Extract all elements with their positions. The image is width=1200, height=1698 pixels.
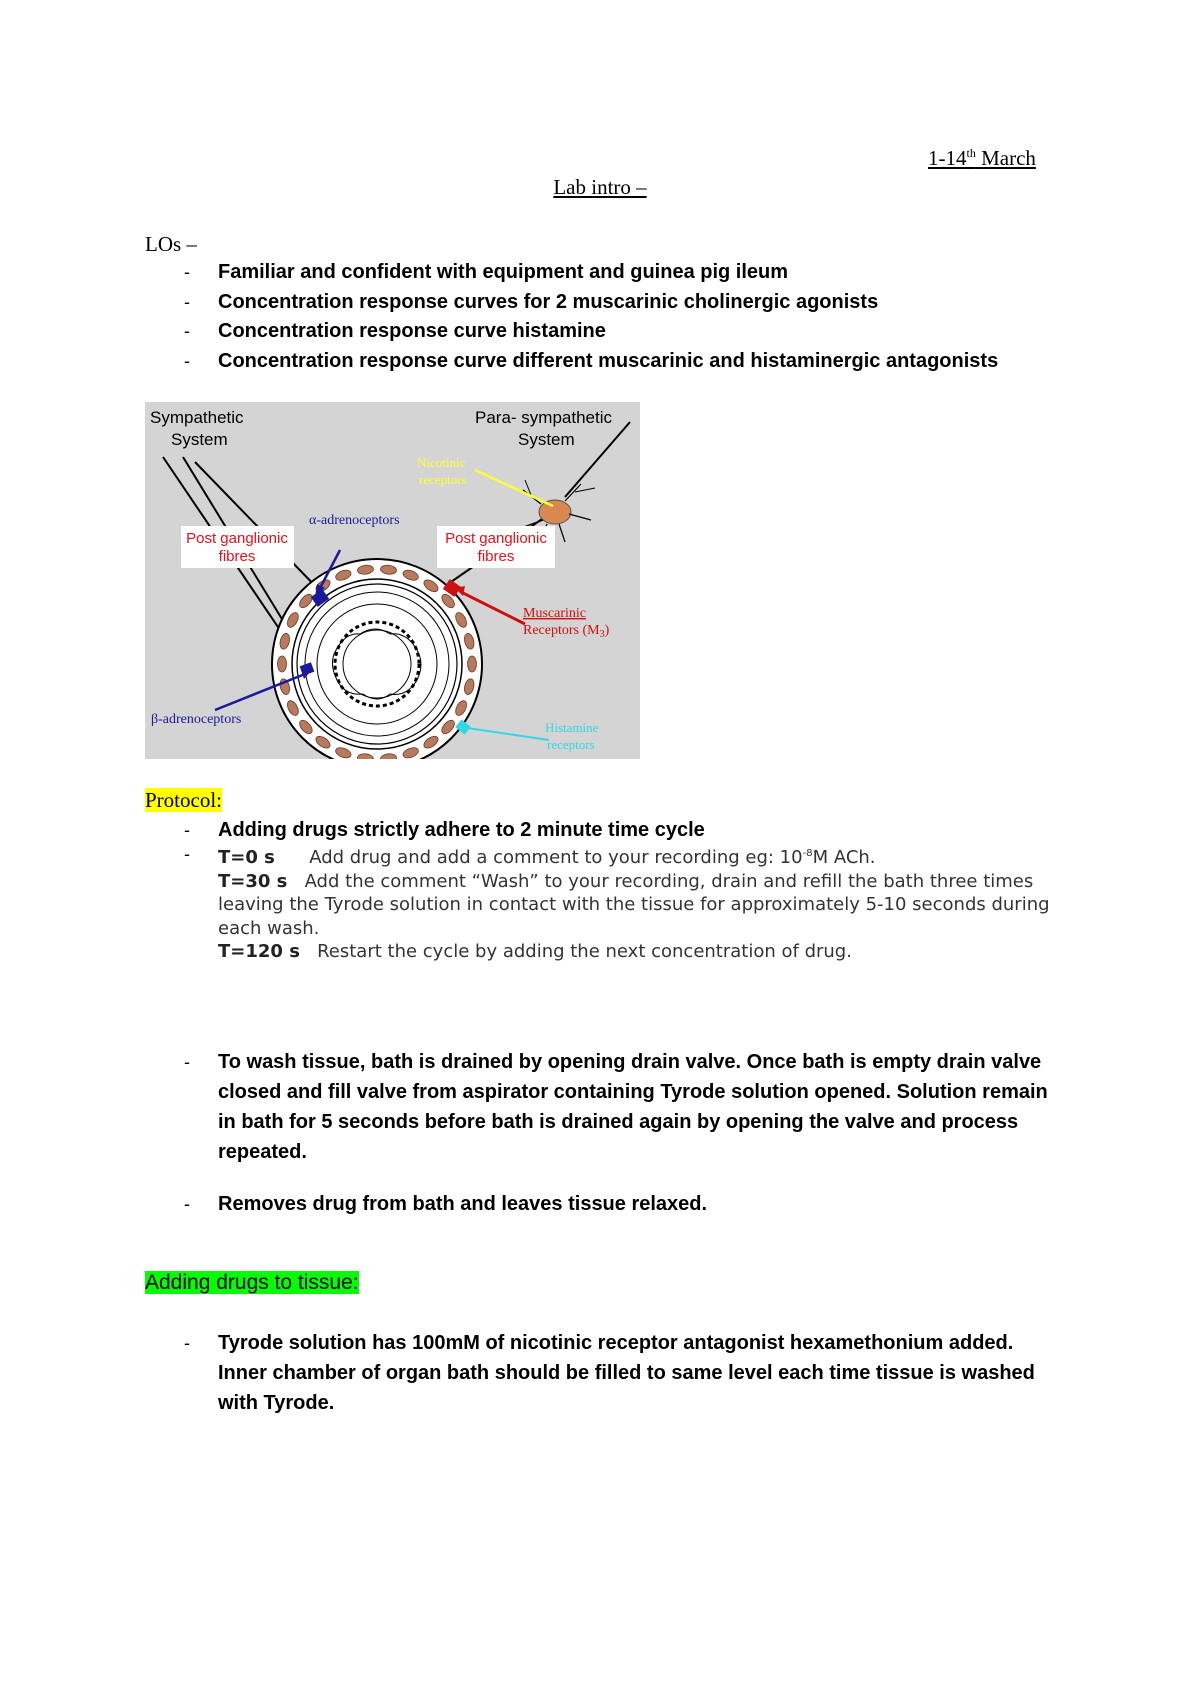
muscarinic-label-line1: Muscarinic xyxy=(523,606,586,621)
post-ganglionic-left-line1: Post ganglionic xyxy=(186,530,288,547)
histamine-label-line2: receptors xyxy=(547,737,595,752)
los-label: LOs – xyxy=(145,232,197,256)
histamine-label-line1: Histamine xyxy=(545,720,599,735)
list-item: - To wash tissue, bath is drained by opening drain valve. Once bath is empty drain valve closed and fill valve from aspirator containing Tyrode solution opened. Solution remain in bath for 5 seconds before bath is drained again by opening the valve and process repeated. xyxy=(180,1047,1060,1167)
adding-drugs-label: Adding drugs to tissue: xyxy=(145,1271,359,1294)
list-item: - Concentration response curve different muscarinic and histaminergic antagonists xyxy=(180,347,998,377)
autonomic-innervation-figure xyxy=(145,402,640,759)
figure-svg xyxy=(145,402,640,759)
post-ganglionic-right-line1: Post ganglionic xyxy=(445,530,547,547)
t0-label: T=0 s xyxy=(218,847,275,868)
parasympathetic-label-line1: Para- sympathetic xyxy=(475,408,612,427)
t0-text: Add drug and add a comment to your recording eg: 10 xyxy=(309,847,803,868)
beta-label: β-adrenoceptors xyxy=(151,712,242,727)
page-title: Lab intro – xyxy=(553,175,647,199)
alpha-label: α-adrenoceptors xyxy=(309,513,400,528)
list-item: - Adding drugs strictly adhere to 2 minute time cycle xyxy=(180,818,705,842)
t30-text: Add the comment “Wash” to your recording, drain and refill the bath three times leaving the Tyrode solution in contact with the tissue for approximately 5-10 seconds during each wash. xyxy=(218,870,1050,939)
list-item: - Familiar and confident with equipment and guinea pig ileum xyxy=(180,258,998,288)
los-list xyxy=(180,258,998,376)
list-item: - Tyrode solution has 100mM of nicotinic receptor antagonist hexamethonium added. Inner chamber of organ bath should be filled to same level each time tissue is washed with Tyrode. xyxy=(180,1328,1060,1418)
list-item: - Concentration response curve histamine xyxy=(180,317,998,347)
muscle-cell xyxy=(468,656,477,672)
muscle-cell xyxy=(278,656,287,672)
protocol-label: Protocol: xyxy=(145,788,222,812)
t0-text-b: M ACh. xyxy=(812,847,876,868)
adding-drugs-list xyxy=(180,1328,1060,1418)
protocol-timing xyxy=(218,842,1078,964)
t30-row xyxy=(218,870,1078,941)
dash-marker: - xyxy=(184,844,190,864)
nicotinic-label-line2: receptors xyxy=(419,472,467,487)
t0-row xyxy=(218,842,1078,870)
t120-text: Restart the cycle by adding the next concentration of drug. xyxy=(317,941,852,962)
muscarinic-label-line2: Receptors $(M_3)$ xyxy=(523,623,610,640)
post-ganglionic-right-line2: fibres xyxy=(477,548,515,565)
nicotinic-label-line1: Nicotinic xyxy=(417,455,466,470)
parasympathetic-label-line2: System xyxy=(518,430,575,449)
t120-row xyxy=(218,940,1078,964)
date-heading: 1-14th March xyxy=(928,146,1036,170)
sympathetic-label-line1: Sympathetic xyxy=(150,408,244,427)
t30-label: T=30 s xyxy=(218,870,288,892)
list-item: - Removes drug from bath and leaves tissue relaxed. xyxy=(180,1189,1060,1219)
sympathetic-label-line2: System xyxy=(171,430,228,449)
t0-sup: -8 xyxy=(802,848,813,859)
wash-list xyxy=(180,1047,1060,1219)
protocol-list xyxy=(180,818,705,842)
list-item: - Concentration response curves for 2 muscarinic cholinergic agonists xyxy=(180,288,998,318)
post-ganglionic-left-line2: fibres xyxy=(218,548,256,565)
t120-label: T=120 s xyxy=(218,941,300,962)
